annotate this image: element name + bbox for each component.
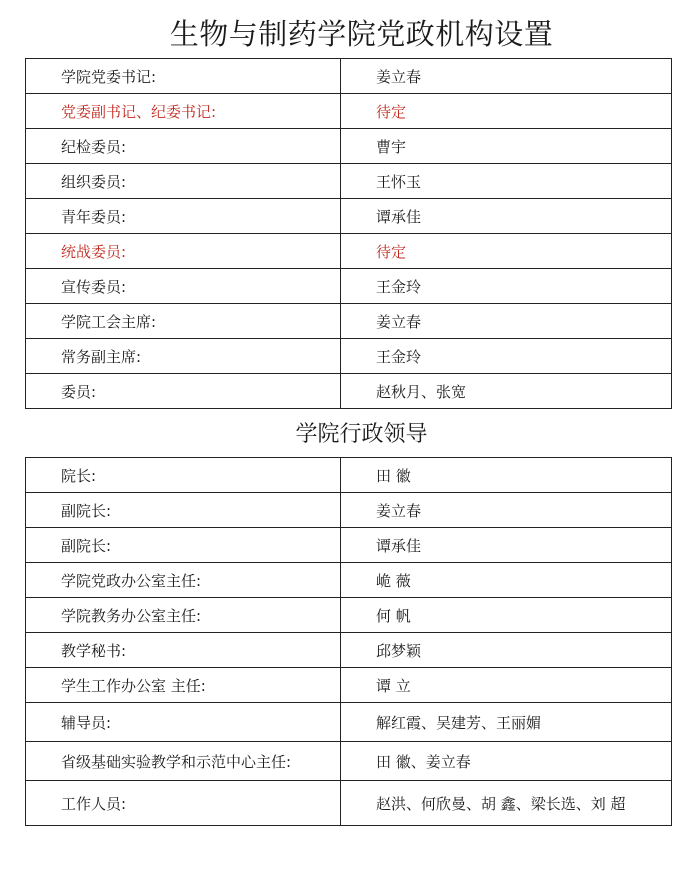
name-cell: 待定 <box>341 94 672 129</box>
name-cell: 峗 薇 <box>341 563 672 598</box>
role-cell: 学院党委书记: <box>26 59 341 94</box>
table-row <box>26 304 672 339</box>
name-cell: 姜立春 <box>341 59 672 94</box>
administration-table <box>25 457 672 826</box>
name-cell: 姜立春 <box>341 493 672 528</box>
table-row <box>26 458 672 493</box>
role-cell: 工作人员: <box>26 781 341 826</box>
name-cell: 姜立春 <box>341 304 672 339</box>
party-committee-table <box>25 58 672 409</box>
name-cell: 田 徽 <box>341 458 672 493</box>
table-row <box>26 781 672 826</box>
table-row <box>26 339 672 374</box>
role-cell: 院长: <box>26 458 341 493</box>
name-cell: 田 徽、姜立春 <box>341 742 672 781</box>
name-cell: 王金玲 <box>341 269 672 304</box>
name-cell: 何 帆 <box>341 598 672 633</box>
table-row <box>26 374 672 409</box>
table-row <box>26 528 672 563</box>
role-cell: 常务副主席: <box>26 339 341 374</box>
table-row <box>26 129 672 164</box>
role-cell: 学院工会主席: <box>26 304 341 339</box>
name-cell: 谭承佳 <box>341 528 672 563</box>
role-cell: 学生工作办公室 主任: <box>26 668 341 703</box>
role-cell: 辅导员: <box>26 703 341 742</box>
name-cell: 赵洪、何欣曼、胡 鑫、梁长选、刘 超 <box>341 781 672 826</box>
table-row <box>26 633 672 668</box>
name-cell: 曹宇 <box>341 129 672 164</box>
role-cell: 副院长: <box>26 528 341 563</box>
table-row <box>26 94 672 129</box>
role-cell: 副院长: <box>26 493 341 528</box>
role-cell: 纪检委员: <box>26 129 341 164</box>
name-cell: 王怀玉 <box>341 164 672 199</box>
table-row <box>26 59 672 94</box>
table-row <box>26 742 672 781</box>
role-cell: 委员: <box>26 374 341 409</box>
table-row <box>26 164 672 199</box>
role-cell: 学院党政办公室主任: <box>26 563 341 598</box>
name-cell: 谭 立 <box>341 668 672 703</box>
table-row <box>26 598 672 633</box>
page-title: 生物与制药学院党政机构设置 <box>169 17 554 51</box>
role-cell: 省级基础实验教学和示范中心主任: <box>26 742 341 781</box>
table-row <box>26 563 672 598</box>
role-cell: 组织委员: <box>26 164 341 199</box>
table-row <box>26 234 672 269</box>
table-row <box>26 668 672 703</box>
name-cell: 待定 <box>341 234 672 269</box>
name-cell: 赵秋月、张宽 <box>341 374 672 409</box>
role-cell: 教学秘书: <box>26 633 341 668</box>
role-cell: 统战委员: <box>26 234 341 269</box>
table-row <box>26 493 672 528</box>
role-cell: 学院教务办公室主任: <box>26 598 341 633</box>
table-row <box>26 269 672 304</box>
section-title: 学院行政领导 <box>295 422 428 447</box>
role-cell: 青年委员: <box>26 199 341 234</box>
name-cell: 解红霞、吴建芳、王丽媚 <box>341 703 672 742</box>
table-row <box>26 199 672 234</box>
name-cell: 谭承佳 <box>341 199 672 234</box>
table-row <box>26 703 672 742</box>
role-cell: 宣传委员: <box>26 269 341 304</box>
name-cell: 邱梦颖 <box>341 633 672 668</box>
role-cell: 党委副书记、纪委书记: <box>26 94 341 129</box>
name-cell: 王金玲 <box>341 339 672 374</box>
